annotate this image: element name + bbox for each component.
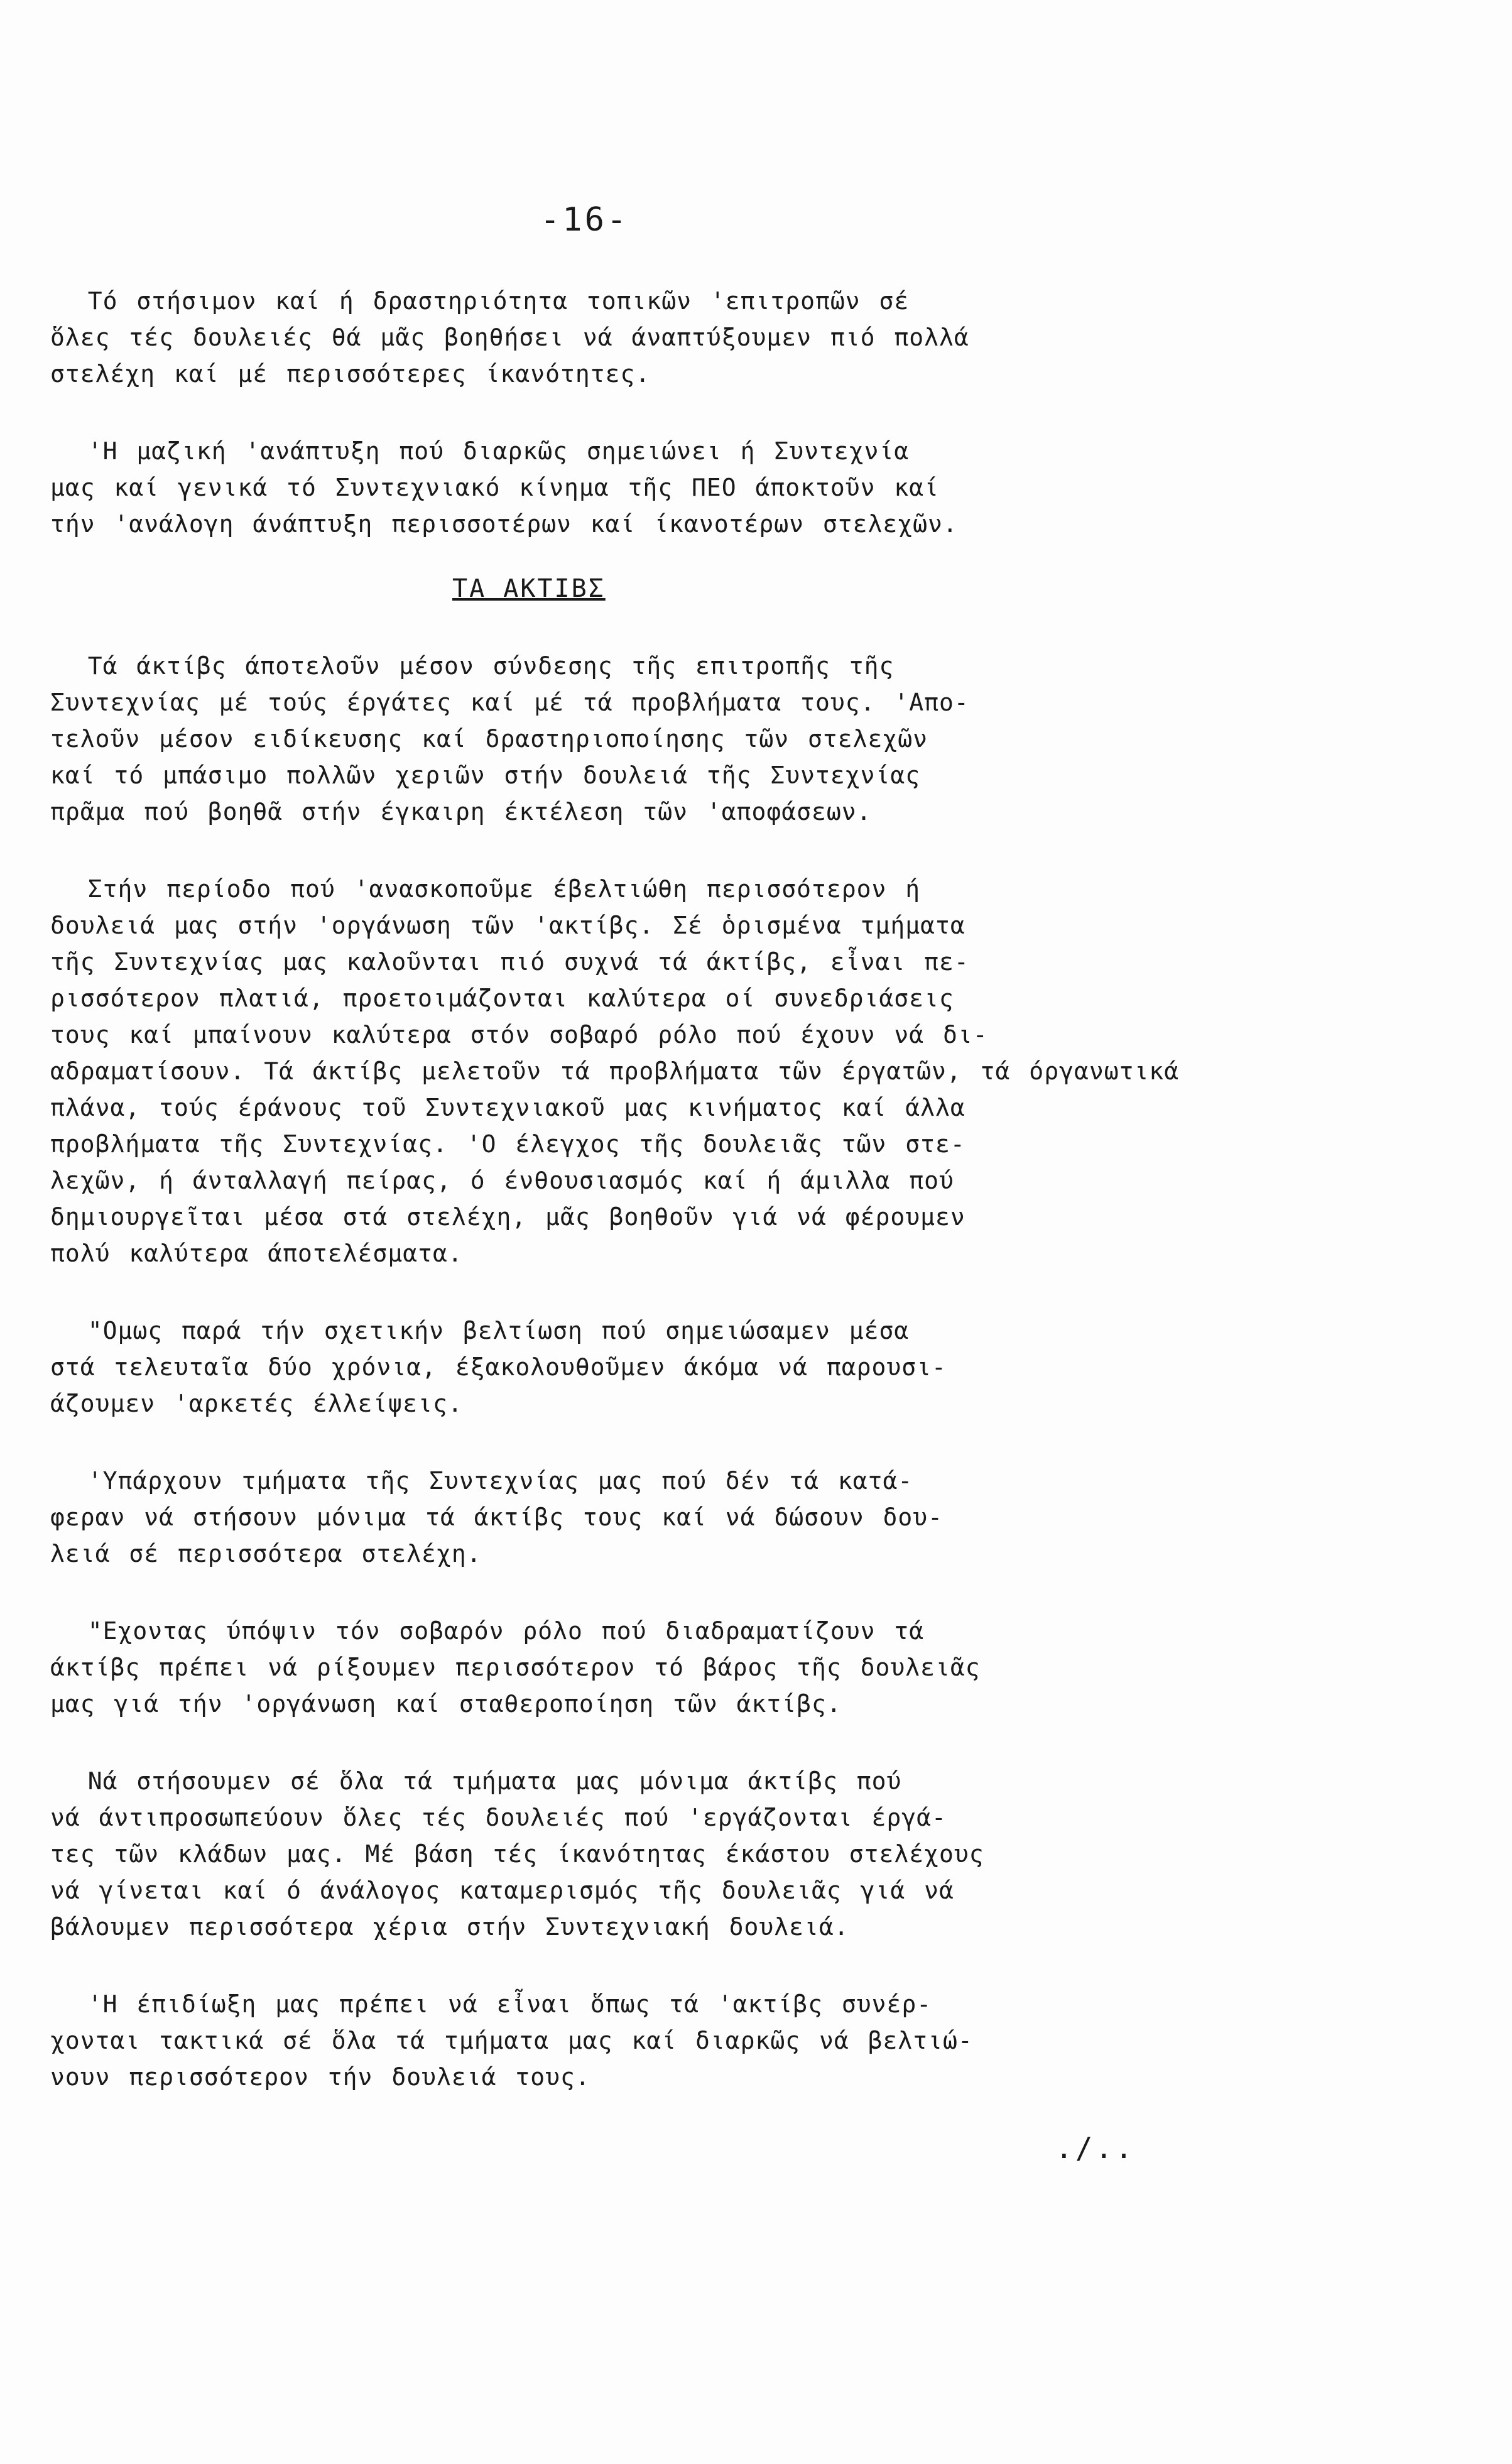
paragraph: "Εχοντας ύπόψιν τόν σοβαρόν ρόλο πού διαδραματίζουν τά άκτίβς πρέπει νά ρίξουμεν περισσότερον τό βάρος τῆς δουλειᾶς μας γιά τήν 'οργάνωση καί σταθεροποίηση τῶν άκτίβς. [50,1617,981,1718]
continuation-mark: ./.. [1055,2131,1135,2165]
paragraph: Τό στήσιμον καί ή δραστηριότητα τοπικῶν 'επιτροπῶν σέ ὅλες τές δουλειές θά μᾶς βοηθήσει νά άναπτύξουμεν πιό πολλά στελέχη καί μέ περισσότερες ίκανότητες. [50,287,969,388]
paragraph: 'Η έπιδίωξη μας πρέπει νά εἶναι ὅπως τά 'ακτίβς συνέρ- χονται τακτικά σέ ὅλα τά τμήματα μας καί διαρκῶς νά βελτιώ- νουν περισσότερον τήν δουλειά τους. [50,1990,973,2091]
page-number: -16- [540,201,629,239]
paragraph: Νά στήσουμεν σέ ὅλα τά τμήματα μας μόνιμα άκτίβς πού νά άντιπροσωπεύουν ὅλες τές δουλειές πού 'εργάζονται έργά- τες τῶν κλάδων μας. Μέ βάση τές ίκανότητας έκάστου στελέχους νά γίνεται καί ό άνάλογος καταμερισμός τῆς δουλειᾶς γιά νά βάλουμεν περισσότερα χέρια στήν Συντεχνιακή δουλειά. [50,1767,984,1941]
section-heading: ΤΑ ΑΚΤΙΒΣ [452,574,606,603]
paragraph: 'Η μαζική 'ανάπτυξη πού διαρκῶς σημειώνει ή Συντεχνία μας καί γενικά τό Συντεχνιακό κίνημα τῆς ΠΕΟ άποκτοῦν καί τήν 'ανάλογη άνάπτυξη περισσοτέρων καί ίκανοτέρων στελεχῶν. [50,437,958,538]
paragraph: Στήν περίοδο πού 'ανασκοποῦμε έβελτιώθη περισσότερον ή δουλειά μας στήν 'οργάνωση τῶν 'ακτίβς. Σέ ὁρισμένα τμήματα τῆς Συντεχνίας μας καλοῦνται πιό συχνά τά άκτίβς, εἶναι πε- ρισσότερον πλατιά, προετοιμάζονται καλύτερα οί συνεδριάσεις τους καί μπαίνουν καλύτερα στόν σοβαρό ρόλο πού έχουν νά δι- αδραματίσουν. Τά άκτίβς μελετοῦν τά προβλήματα τῶν έργατῶν, τά όργανωτικά πλάνα, τούς έράνους τοῦ Συντεχνιακοῦ μας κινήματος καί άλλα προβλήματα τῆς Συντεχνίας. 'Ο έλεγχος τῆς δουλειᾶς τῶν στε- λεχῶν, ή άνταλλαγή πείρας, ό ένθουσιασμός καί ή άμιλλα πού δημιουργεῖται μέσα στά στελέχη, μᾶς βοηθοῦν γιά νά φέρουμεν πολύ καλύτερα άποτελέσματα. [50,875,1180,1267]
paragraph: 'Υπάρχουν τμήματα τῆς Συντεχνίας μας πού δέν τά κατά- φεραν νά στήσουν μόνιμα τά άκτίβς τους καί νά δώσουν δου- λειά σέ περισσότερα στελέχη. [50,1467,944,1567]
document-body [50,283,1244,2166]
paragraph: "Ομως παρά τήν σχετικήν βελτίωση πού σημειώσαμεν μέσα στά τελευταῖα δύο χρόνια, έξακολουθοῦμεν άκόμα νά παρουσι- άζουμεν 'αρκετές έλλείψεις. [50,1317,947,1417]
paragraph: Τά άκτίβς άποτελοῦν μέσον σύνδεσης τῆς επιτροπῆς τῆς Συντεχνίας μέ τούς έργάτες καί μέ τά προβλήματα τους. 'Απο- τελοῦν μέσον ειδίκευσης καί δραστηριοποίησης τῶν στελεχῶν καί τό μπάσιμο πολλῶν χεριῶν στήν δουλειά τῆς Συντεχνίας πρᾶμα πού βοηθᾶ στήν έγκαιρη έκτέλεση τῶν 'αποφάσεων. [50,652,969,826]
